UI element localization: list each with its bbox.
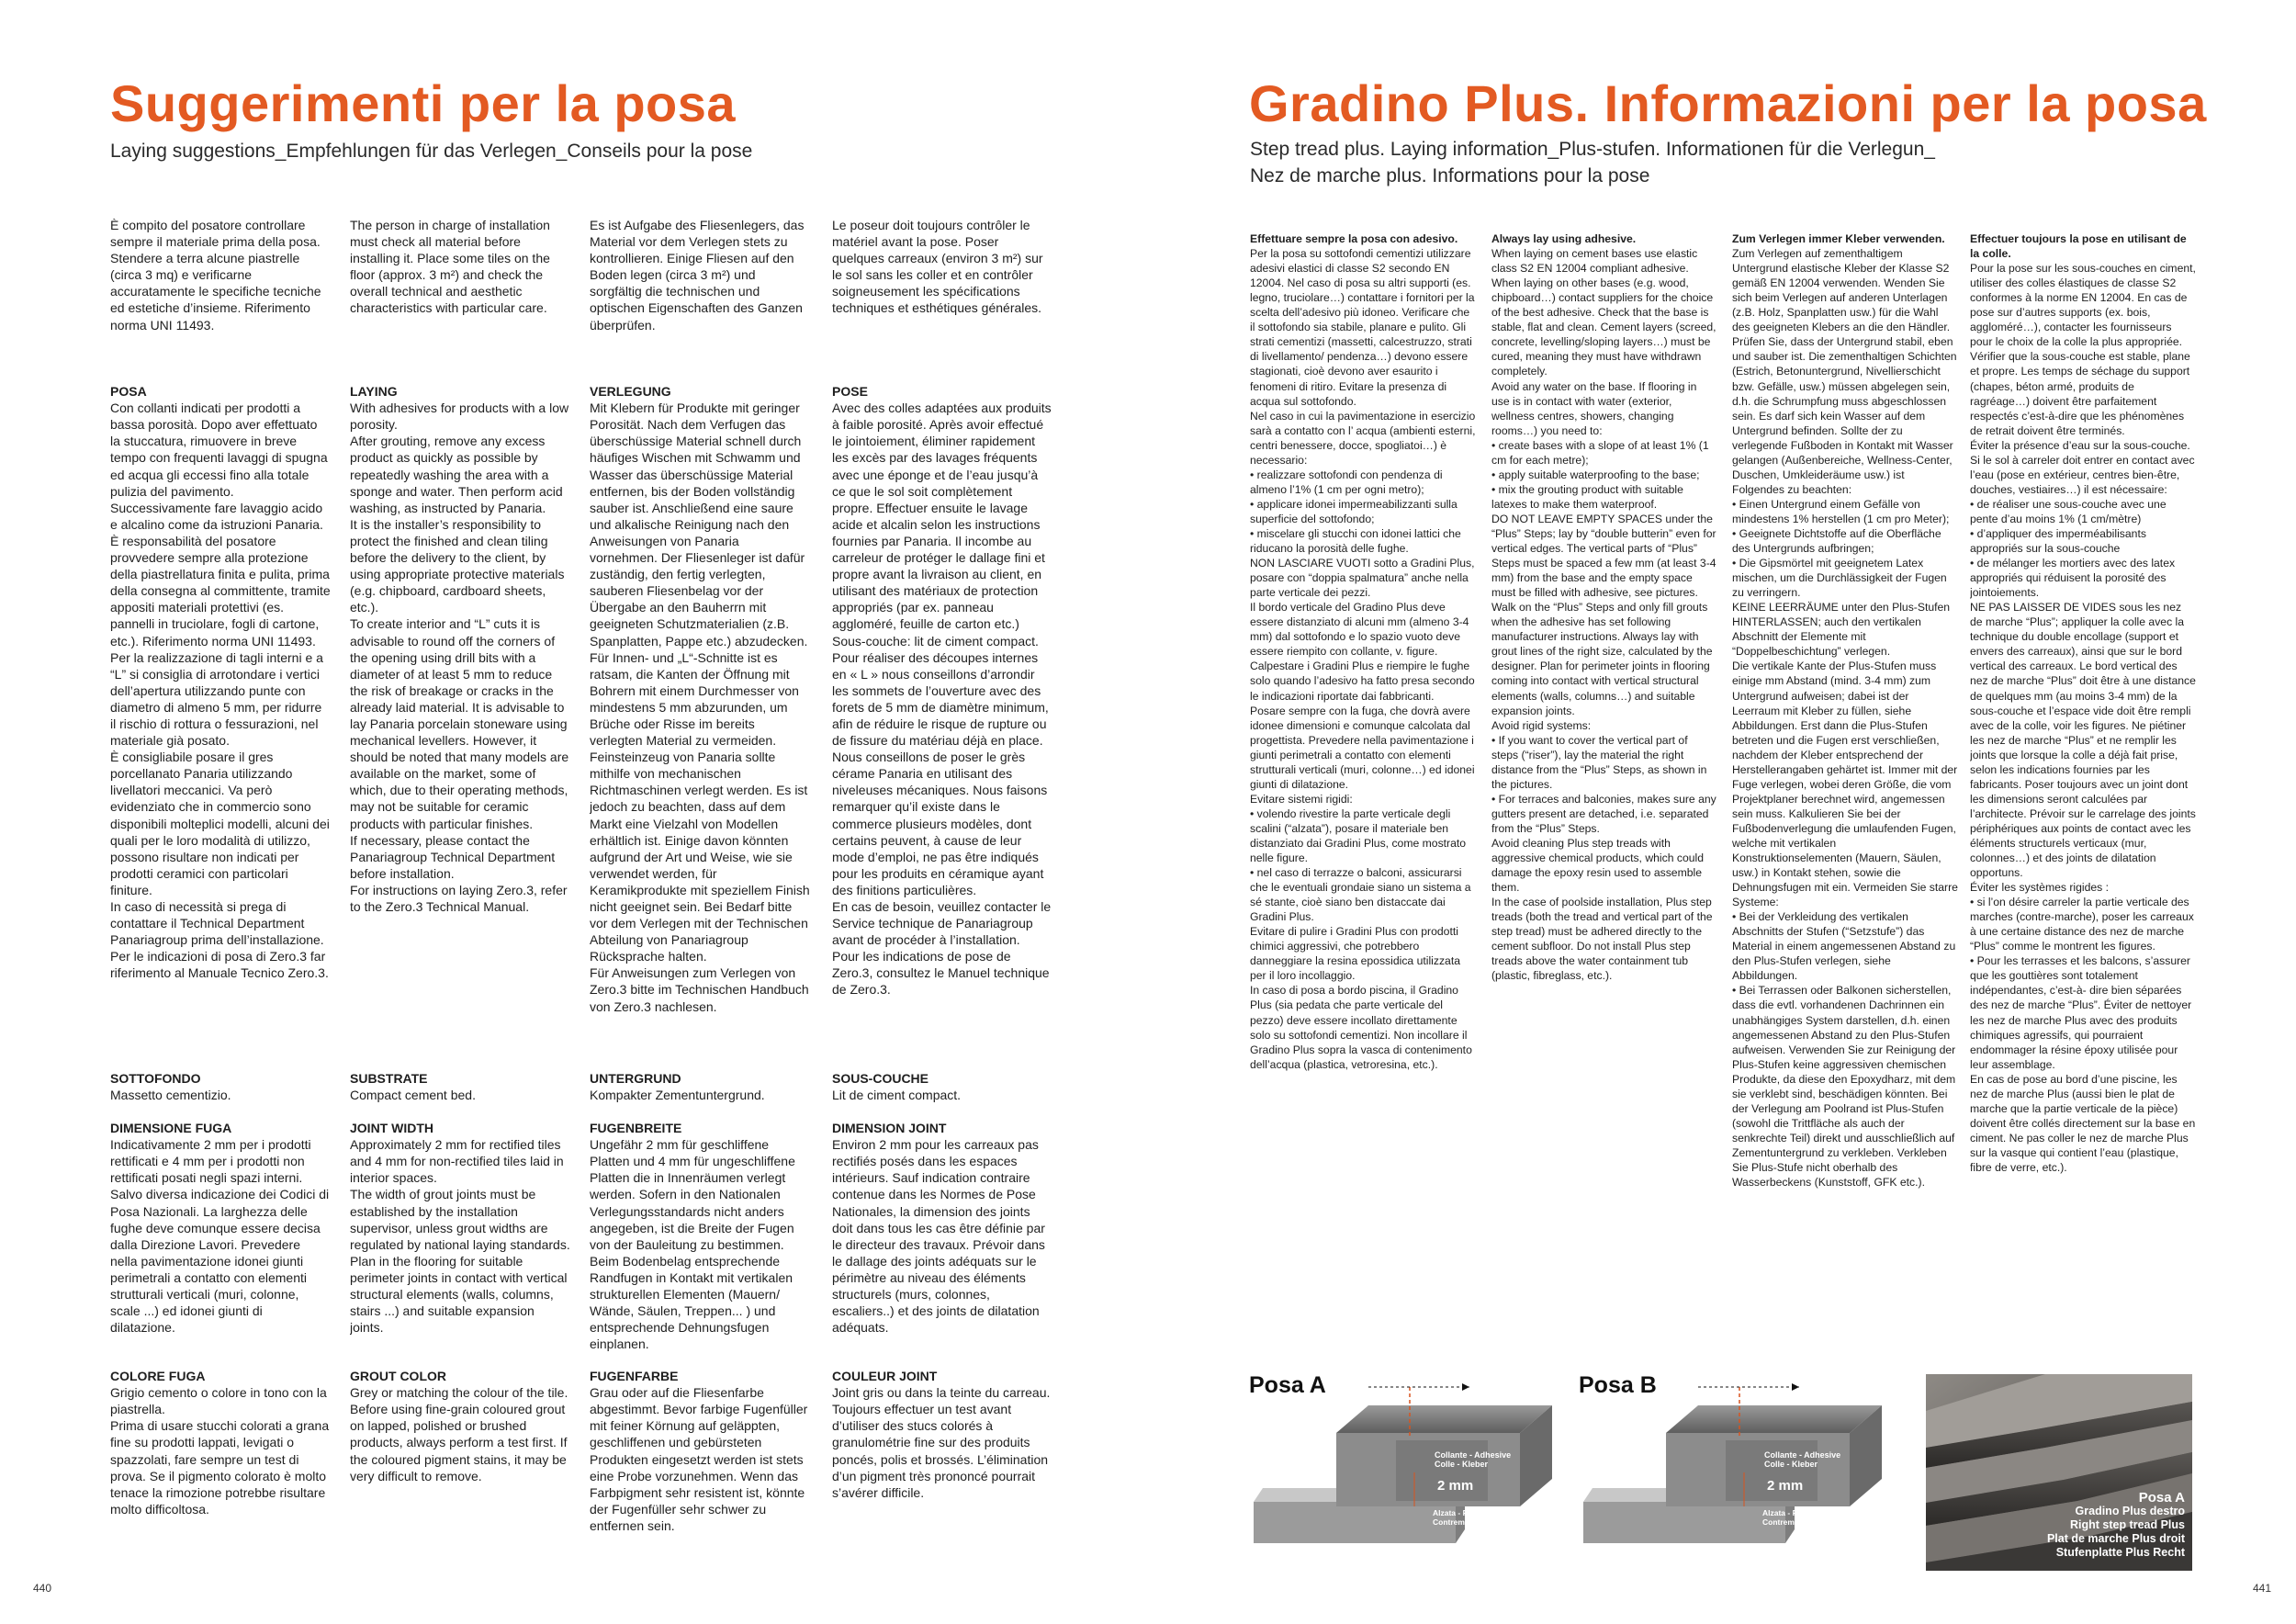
diagram-posa-a bbox=[1249, 1369, 1566, 1552]
adhesive-label-line1: Collante - Adhesive bbox=[1435, 1450, 1512, 1460]
section-heading: DIMENSIONE FUGA bbox=[110, 1121, 232, 1136]
section-heading: LAYING bbox=[350, 384, 398, 400]
left-col2-intro: The person in charge of installation must check all material before installing it. Place some tiles on the floor (approx. 3 m²) and check the overall technical and aesthetic characteristics with particular care. bbox=[350, 218, 550, 316]
section-heading: COLORE FUGA bbox=[110, 1369, 206, 1384]
right-col1 bbox=[1250, 217, 1476, 1072]
section-text: Con collanti indicati per prodotti a bassa porosità. Dopo aver effettuato la stuccatura, rimuovere in breve tempo con frequenti lavaggi di spugna ed acqua gli eccessi fino alla totale pulizia del pavimento. Successivamente fare lavaggio acido e alcalino come da istruzioni Panaria. È responsabilità del posatore provvedere sempre alla protezione della piastrellatura finita e pulita, prima della consegna al committente, tramite appositi materiali protettivi (es. pannelli in truciolare, fogli di cartone, etc.). Riferimento norma UNI 11493. Per la realizzazione di tagli interni e a “L” si consiglia di arrotondare i vertici dell’apertura utilizzando punte con diametro di almeno 5 mm, per ridurre il rischio di rottura o fessurazioni, nel materiale già posato. È consigliabile posare il gres porcellanato Panaria utilizzando livellatori meccanici. Va però evidenziato che in commercio sono disponibili molteplici modelli, alcuni dei quali per le loro modalità di utilizzo, possono risultare non indicati per prodotti ceramici con particolari finiture. In caso di necessità si prega di contattare il Technical Department Panariagroup prima dell’installazione. Per le indicazioni di posa di Zero.3 far riferimento al Manuale Tecnico Zero.3. bbox=[110, 400, 331, 981]
right-col2 bbox=[1491, 217, 1717, 983]
left-col1-intro: È compito del posatore controllare sempre il materiale prima della posa. Stendere a terra alcune piastrelle (circa 3 mq) e verificarne accuratamente le specifiche tecniche ed estetiche d’insieme. Riferimento norma UNI 11493. bbox=[110, 218, 321, 333]
left-col1-section-fuga bbox=[110, 1103, 331, 1336]
left-page-number: 440 bbox=[33, 1582, 52, 1595]
left-col4-intro: Le poseur doit toujours contrôler le matériel avant la pose. Poser quelques carreaux (environ 3 m²) sur le sol sans les coller et en contrôler soigneusement les spécifications techniques et esthétiques générales. bbox=[832, 218, 1043, 316]
left-page-subtitle: Laying suggestions_Empfehlungen für das Verlegen_Conseils pour la pose bbox=[110, 141, 753, 162]
left-col4-section-couleur bbox=[832, 1351, 1052, 1501]
right-col3 bbox=[1732, 217, 1958, 1190]
section-heading: SUBSTRATE bbox=[350, 1071, 428, 1087]
section-text: Grau oder auf die Fliesenfarbe abgestimmt. Bevor farbige Fugenfüller mit feiner Körnung auf geläppten, geschliffenen und gebürsteten Produkten eingesetzt werden ist stets eine Probe vorzunehmen. Wenn das Farbpigment sehr resistent ist, könnte der Fugenfüller sehr schwer zu entfernen sein. bbox=[590, 1385, 808, 1533]
column-text: When laying on cement bases use elastic class S2 EN 12004 compliant adhesive. When laying on other bases (e.g. wood, chipboard…) contact suppliers for the choice of the best adhesive. Check that the base is stable, flat and clean. Cement layers (screed, concrete, levelling/sloping layers…) must be cured, meaning they must have withdrawn completely. Avoid any water on the base. If flooring in use is in contact with water (exterior, wellness centres, showers, changing rooms…) you need to: • create bases with a slope of at least 1% (1 cm for each metre); • apply suitable waterproofing to the base; • mix the grouting product with suitable latexes to make them waterproof. DO NOT LEAVE EMPTY SPACES under the “Plus” Steps; lay by “double butterin” even for vertical edges. The vertical parts of “Plus” Steps must be spaced a few mm (at least 3-4 mm) from the base and the empty space must be filled with adhesive, see pictures. Walk on the “Plus” Steps and only fill grouts when the adhesive has set following manufacturer instructions. Always lay with grout lines of the right size, calculated by the designer. Plan for perimeter joints in flooring coming into contact with vertical structural elements (walls, columns…) and suitable expansion joints. Avoid rigid systems: • If you want to cover the vertical part of steps (“riser”), lay the material the right distance from the “Plus” Steps, as shown in the pictures. • For terraces and balconies, makes sure any gutters present are detached, i.e. separated from the “Plus” Steps. Avoid cleaning Plus step treads with aggressive chemical products, which could damage the epoxy resin used to assemble them. In the case of poolside installation, Plus step treads (both the tread and vertical part of the step tread) must be adhered directly to the cement subfloor. Do not install Plus step treads above the water containment tub (plastic, fibreglass, etc.). bbox=[1491, 247, 1716, 983]
left-col2-section-joint bbox=[350, 1103, 570, 1336]
step-tread bbox=[1336, 1405, 1552, 1433]
riser-label bbox=[1433, 1508, 1530, 1527]
riser-label-line2: Contremarche - Stoßfliese bbox=[1762, 1517, 1860, 1527]
section-heading: DIMENSION JOINT bbox=[832, 1121, 947, 1136]
step-tread bbox=[1666, 1405, 1882, 1433]
section-text: Kompakter Zementuntergrund. bbox=[590, 1088, 765, 1103]
column-text: Per la posa su sottofondi cementizi utilizzare adesivi elastici di classe S2 secondo EN 12004. Nel caso di posa su altri supporti (es. legno, truciolare…) contattare i fornitori per la scelta dell’adesivo più idoneo. Verificare che il sottofondo sia stabile, planare e pulito. Gli strati cementizi (massetti, calcestruzzo, strati di livellamento/ pendenza…) devono essere stagionati, cioè devono aver esaurito i fenomeni di ritiro. Evitare la presenza di acqua sul sottofondo. Nel caso in cui la pavimentazione in esercizio sarà a contatto con l’ acqua (ambienti esterni, centri benessere, docce, spogliatoi…) è necessario: • realizzare sottofondi con pendenza di almeno l’1% (1 cm per ogni metro); • applicare idonei impermeabilizzanti sulla superficie del sottofondo; • miscelare gli stucchi con idonei lattici che riducano la porosità delle fughe. NON LASCIARE VUOTI sotto a Gradini Plus, posare con “doppia spalmatura” anche nella parte verticale dei pezzi. Il bordo verticale del Gradino Plus deve essere distanziato di alcuni mm (almeno 3-4 mm) dal sottofondo e lo spazio vuoto deve essere riempito con collante, v. figure. Calpestare i Gradini Plus e riempire le fughe solo quando l’adesivo ha fatto presa secondo le indicazioni riportate dai fabbricanti. Posare sempre con la fuga, che dovrà avere idonee dimensioni e comunque calcolata dal progettista. Prevedere nella pavimentazione i giunti perimetrali a contatto con elementi strutturali verticali (muri, colonne…) ed idonei giunti di dilatazione. Evitare sistemi rigidi: • volendo rivestire la parte verticale degli scalini (“alzata”), posare il materiale ben distanziato dai Gradini Plus, come mostrato nelle figure. • nel caso di terrazze o balconi, assicurarsi che le eventuali grondaie siano un sistema a sé stante, cioè siano ben distaccate dai Gradini Plus. Evitare di pulire i Gradini Plus con prodotti chimici aggressivi, che potrebbero danneggiare la resina epossidica utilizzata per il loro incollaggio. In caso di posa a bordo piscina, il Gradino Plus (sia pedata che parte verticale del pezzo) deve essere incollato direttamente solo su sottofondi cementizi. Non incollare il Gradino Plus sopra la vasca di contenimento dell’acqua (plastica, vetroresina, etc.). bbox=[1250, 247, 1476, 1071]
section-heading: POSA bbox=[110, 384, 147, 400]
left-col3-section-fugenfarbe bbox=[590, 1351, 810, 1534]
right-page-subtitle-line1: Step tread plus. Laying information_Plus-stufen. Informationen für die Verlegun_ bbox=[1250, 139, 1935, 160]
left-col1-section-sottofondo bbox=[110, 1054, 331, 1103]
column-heading: Zum Verlegen immer Kleber verwenden. bbox=[1732, 232, 1945, 246]
section-text: Grey or matching the colour of the tile. Before using fine-grain coloured grout on lapped, polished or brushed products, always perform a test first. If the coloured pigment stains, it may be very difficult to remove. bbox=[350, 1385, 568, 1483]
section-text: Grigio cemento o colore in tono con la piastrella. Prima di usare stucchi colorati a grana fine su prodotti lappati, levigati o spazzolati, fare sempre un test di prova. Se il pigmento colorato è molto tenace la rimozione potrebbe risultare molto difficoltosa. bbox=[110, 1385, 330, 1517]
section-text: Avec des colles adaptées aux produits à faible porosité. Après avoir effectué le jointoiement, éliminer rapidement les excès par des lavages fréquents avec une éponge et de l’eau jusqu’à ce que le sol soit complètement propre. Effectuer ensuite le lavage acide et alcalin selon les instructions fournies par Panaria. Il incombe au carreleur de protéger le dallage fini et propre avant la livraison au client, en utilisant des matériaux de protection appropriés (par ex. panneau aggloméré, feuille de carton etc.) Sous-couche: lit de ciment compact. Pour réaliser des découpes internes en « L » nous conseillons d’arrondir les sommets de l’ouverture avec des forets de 5 mm de diamètre minimum, afin de réduire le risque de rupture ou de fissure du matériau déjà en place. Nous conseillons de poser le grès cérame Panaria en utilisant des niveleuses mécaniques. Nous faisons remarquer qu’il existe dans le commerce plusieurs modèles, dont certains peuvent, à cause de leur mode d’emploi, ne pas être indiqués pour les produits en céramique ayant des finitions particulières. En cas de besoin, veuillez contacter le Service technique de Panariagroup avant de procéder à l’installation. Pour les indications de pose de Zero.3, consultez le Manuel technique de Zero.3. bbox=[832, 400, 1052, 998]
section-heading: FUGENFARBE bbox=[590, 1369, 679, 1384]
column-heading: Effettuare sempre la posa con adesivo. bbox=[1250, 232, 1458, 246]
column-text: Pour la pose sur les sous-couches en ciment, utiliser des colles élastiques de classe S2 conformes à la norme EN 12004. En cas de pose sur d’autres supports (ex. bois, aggloméré…), contacter les fournisseurs pour le choix de la colle la plus appropriée. Vérifier que la sous-couche est stable, plane et propre. Les temps de séchage du support (chapes, béton armé, produits de ragréage…) doivent être parfaitement respectés c’est-à-dire que les phénomènes de retrait doivent être terminés. Éviter la présence d’eau sur la sous-couche. Si le sol à carreler doit entrer en contact avec l’eau (pose en extérieur, centres bien-être, douches, vestiaires…) il est nécessaire: • de réaliser une sous-couche avec une pente d’au moins 1% (1 cm/mètre) • d’appliquer des imperméabilisants appropriés sur la sous-couche • de mélanger les mortiers avec des latex appropriés qui réduisent la porosité des jointoiements. NE PAS LAISSER DE VIDES sous les nez de marche “Plus”; appliquer la colle avec la technique du double encollage (support et envers des carreaux), ainsi que sur le bord vertical des carreaux. Le bord vertical des nez de marche “Plus” doit être à une distance de quelques mm (au moins 3-4 mm) de la sous-couche et l’espace vide doit être rempli avec de la colle, voir les figures. Ne piétiner les nez de marche “Plus” et ne remplir les joints que lorsque la colle a déjà fait prise, selon les indications fournies par les fabricants. Poser toujours avec un joint dont les dimensions seront calculées par l’architecte. Prévoir sur le carrelage des joints périphériques aux points de contact avec les éléments structurels verticaux (mur, colonnes…) et des joints de dilatation opportuns. Éviter les systèmes rigides : • si l’on désire carreler la partie verticale des marches (contre-marche), poser les carreaux à une certaine distance des nez de marche “Plus” comme le montrent les figures. • Pour les terrasses et les balcons, s’assurer que les gouttières sont totalement indépendantes, c’est-à- dire bien séparées des nez de marche “Plus”. Éviter de nettoyer les nez de marche Plus avec des produits chimiques agressifs, qui pourraient endommager la résine époxy utilisée pour leur assemblage. En cas de pose au bord d’une piscine, les nez de marche Plus (aussi bien le plat de marche que la partie verticale de la pièce) doivent être collés directement sur la base en ciment. Ne pas coller le nez de marche Plus sur la vasque qui contient l’eau (plastique, fibre de verre, etc.). bbox=[1970, 262, 2196, 1174]
section-heading: VERLEGUNG bbox=[590, 384, 671, 400]
section-heading: JOINT WIDTH bbox=[350, 1121, 433, 1136]
photo-caption-title: Posa A bbox=[2138, 1490, 2185, 1506]
stairs-photo bbox=[1926, 1374, 2192, 1571]
section-text: Compact cement bed. bbox=[350, 1088, 476, 1103]
diagram-b-title: Posa B bbox=[1579, 1372, 1657, 1398]
left-col2-section-laying bbox=[350, 367, 570, 915]
section-text: Massetto cementizio. bbox=[110, 1088, 231, 1103]
riser-label-line1: Alzata - Rise bbox=[1433, 1508, 1480, 1517]
left-col3-section-fugenbreite bbox=[590, 1103, 810, 1352]
gap-label: 2 mm bbox=[1437, 1478, 1474, 1494]
arrow-icon bbox=[1462, 1383, 1469, 1391]
left-col4-section-pose bbox=[832, 367, 1052, 998]
column-heading: Always lay using adhesive. bbox=[1491, 232, 1637, 246]
section-text: Lit de ciment compact. bbox=[832, 1088, 962, 1103]
left-col3-section-untergrund bbox=[590, 1054, 810, 1103]
left-col3-section-verlegung bbox=[590, 367, 810, 1015]
section-text: Ungefähr 2 mm für geschliffene Platten und 4 mm für ungeschliffene Platten die in Innenräumen verlegt werden. Sofern in den Nationalen Verlegungsstandards nicht anders angegeben, ist die Breite der Fugen von der Bauleitung zu bestimmen. Beim Bodenbelag entsprechende Randfugen in Kontakt mit vertikalen strukturellen Elementen (Mauern/ Wände, Säulen, Treppen... ) und entsprechende Dehnungsfugen einplanen. bbox=[590, 1137, 795, 1352]
adhesive-label-line1: Collante - Adhesive bbox=[1764, 1450, 1841, 1460]
section-heading: GROUT COLOR bbox=[350, 1369, 446, 1384]
left-col2-section-substrate bbox=[350, 1054, 570, 1103]
section-text: Approximately 2 mm for rectified tiles and 4 mm for non-rectified tiles laid in interior spaces. The width of grout joints must be established by the installation supervisor, unless grout widths are regulated by national laying standards. Plan in the flooring for suitable perimeter joints in contact with vertical structural elements (walls, columns, stairs ...) and suitable expansion joints. bbox=[350, 1137, 570, 1336]
diagram-a-title: Posa A bbox=[1249, 1372, 1326, 1398]
right-page-number: 441 bbox=[2253, 1582, 2272, 1595]
diagram-posa-b bbox=[1579, 1369, 1896, 1552]
left-col1-section-colore bbox=[110, 1351, 331, 1517]
right-page-subtitle-line2: Nez de marche plus. Informations pour la pose bbox=[1250, 165, 1650, 186]
section-text: Mit Klebern für Produkte mit geringer Porosität. Nach dem Verfugen das überschüssige Material schnell durch häufiges Wischen mit Schwamm und Wasser das überschüssige Material entfernen, bis der Boden vollständig sauber ist. Anschließend eine saure und alkalische Reinigung nach den Anweisungen von Panaria vornehmen. Der Fliesenleger ist dafür zuständig, den fertig verlegten, sauberen Fliesenbelag vor der Übergabe an den Bauherrn mit geeigneten Schutzmaterialien (z.B. Spanplatten, Pappe etc.) abzudecken. Für Innen- und „L“-Schnitte ist es ratsam, die Kanten der Öffnung mit Bohrern mit einem Durchmesser von mindestens 5 mm abzurunden, um Brüche oder Risse im bereits verlegten Material zu vermeiden. Feinsteinzeug von Panaria sollte mithilfe von mechanischen Richtmaschinen verlegt werden. Es ist jedoch zu beachten, dass auf dem Markt eine Vielzahl von Modellen erhältlich ist. Einige davon könnten aufgrund der Art und Weise, wie sie verwendet werden, für Keramikprodukte mit speziellem Finish nicht geeignet sein. Bei Bedarf bitte vor dem Verlegen mit der Technischen Abteilung von Panariagroup Rücksprache halten. Für Anweisungen zum Verlegen von Zero.3 bitte im Technischen Handbuch von Zero.3 nachlesen. bbox=[590, 400, 810, 1014]
base-front bbox=[1254, 1502, 1456, 1543]
riser-label-line1: Alzata - Rise bbox=[1762, 1508, 1809, 1517]
section-heading: POSE bbox=[832, 384, 868, 400]
column-text: Zum Verlegen auf zementhaltigem Untergrund elastische Kleber der Klasse S2 gemäß EN 12004 verwenden. Wenden Sie sich beim Verlegen auf anderen Unterlagen (z.B. Holz, Spanplatten usw.) für die Wahl des geeigneten Klebers an die den Händler. Prüfen Sie, dass der Untergrund stabil, eben und sauber ist. Die zementhaltigen Schichten (Estrich, Betonuntergrund, Nivellierschicht bzw. Gefälle, usw.) müssen abgelegen sein, d.h. die Schrumpfung muss abgeschlossen sein. Es darf sich kein Wasser auf dem Untergrund befinden. Sollte der zu verlegende Fußboden in Kontakt mit Wasser gelangen (Außenbereiche, Wellness-Center, Duschen, Umkleideräume usw.) ist Folgendes zu beachten: • Einen Untergrund einem Gefälle von mindestens 1% herstellen (1 cm pro Meter); • Geeignete Dichtstoffe auf die Oberfläche des Untergrunds aufbringen; • Die Gipsmörtel mit geeignetem Latex mischen, um die Durchlässigkeit der Fugen zu verringern. KEINE LEERRÄUME unter den Plus-Stufen HINTERLASSEN; auch den vertikalen Abschnitt der Elemente mit “Doppelbeschichtung” verlegen. Die vertikale Kante der Plus-Stufen muss einige mm Abstand (mind. 3-4 mm) zum Untergrund aufweisen; dabei ist der Leerraum mit Kleber zu füllen, siehe Abbildungen. Erst dann die Plus-Stufen betreten und die Fugen erst verschließen, nachdem der Kleber entsprechend der Herstellerangaben gehärtet ist. Immer mit der Fuge verlegen, wobei deren Größe, die vom Projektplaner berechnet wird, angemessen sein muss. Kalkulieren Sie bei der Fußbodenverlegung die umlaufenden Fugen, welche mit vertikalen Konstruktionselementen (Mauern, Säulen, usw.) in Kontakt stehen, sowie die Dehnungsfugen mit ein. Vermeiden Sie starre Systeme: • Bei der Verkleidung des vertikalen Abschnitts der Stufen (“Setzstufe”) das Material in einem angemessenen Abstand zu den Plus-Stufen verlegen, siehe Abbildungen. • Bei Terrassen oder Balkonen sicherstellen, dass die evtl. vorhandenen Dachrinnen ein unabhängiges System darstellen, d.h. einen angemessenen Abstand zu den Plus-Stufen aufweisen. Verwenden Sie zur Reinigung der Plus-Stufen keine aggressiven chemischen Produkte, da diese den Epoxydharz, mit dem sie verklebt sind, beschädigen könnten. Bei der Verlegung am Poolrand ist Plus-Stufen (sowohl die Trittfläche als auch der senkrechte Teil) direkt und ausschließlich auf Zementuntergrund zu verkleben. Verkleben Sie Plus-Stufe nicht oberhalb des Wasserbeckens (Kunststoff, GFK etc.). bbox=[1732, 247, 1958, 1190]
section-heading: UNTERGRUND bbox=[590, 1071, 681, 1087]
section-text: Indicativamente 2 mm per i prodotti rettificati e 4 mm per i prodotti non rettificati posati negli spazi interni. Salvo diversa indicazione dei Codici di Posa Nazionali. La larghezza delle fughe deve comunque essere decisa dalla Direzione Lavori. Prevedere nella pavimentazione idonei giunti perimetrali a contatto con elementi strutturali verticali (muri, colonne, scale ...) ed idonei giunti di dilatazione. bbox=[110, 1137, 330, 1336]
left-page-title: Suggerimenti per la posa bbox=[110, 74, 737, 132]
right-col4 bbox=[1970, 217, 2196, 1175]
right-page-title: Gradino Plus. Informazioni per la posa bbox=[1249, 74, 2207, 132]
photo-caption-lines: Gradino Plus destro Right step tread Plus Plat de marche Plus droit Stufenplatte Plus Recht bbox=[2046, 1505, 2185, 1559]
section-heading: SOUS-COUCHE bbox=[832, 1071, 929, 1087]
gap-label: 2 mm bbox=[1767, 1478, 1804, 1494]
riser-label bbox=[1762, 1508, 1860, 1527]
left-col4-section-souscouche bbox=[832, 1054, 1052, 1103]
photo-caption bbox=[2001, 1477, 2185, 1560]
column-heading: Effectuer toujours la pose en utilisant de la colle. bbox=[1970, 232, 2187, 261]
left-col4-section-dimension bbox=[832, 1103, 1052, 1336]
section-text: With adhesives for products with a low porosity. After grouting, remove any excess product as quickly as possible by repeatedly washing the area with a sponge and water. Then perform acid washing, as instructed by Panaria. It is the installer’s responsibility to protect the finished and clean tiling before the delivery to the client, by using appropriate protective materials (e.g. chipboard, cardboard sheets, etc.). To create interior and “L” cuts it is advisable to round off the corners of the opening using drill bits with a diameter of at least 5 mm to reduce the risk of breakage or cracks in the already laid material. It is advisable to lay Panaria porcelain stoneware using mechanical levellers. However, it should be noted that many models are available on the market, some of which, due to their operating methods, may not be suitable for ceramic products with particular finishes. If necessary, please contact the Panariagroup Technical Department before installation. For instructions on laying Zero.3, refer to the Zero.3 Technical Manual. bbox=[350, 400, 569, 914]
section-text: Environ 2 mm pour les carreaux pas rectifiés posés dans les espaces intérieurs. Sauf indication contraire contenue dans les Normes de Pose Nationales, la dimension des joints doit dans tous les cas être définie par le directeur des travaux. Prévoir dans le dallage des joints adéquats sur le périmètre au niveau des éléments structurels (murs, colonnes, escaliers..) et des joints de dilatation adéquats. bbox=[832, 1137, 1045, 1336]
adhesive-label-line2: Colle - Kleber bbox=[1435, 1460, 1489, 1469]
arrow-icon bbox=[1792, 1383, 1799, 1391]
section-heading: FUGENBREITE bbox=[590, 1121, 682, 1136]
section-heading: SOTTOFONDO bbox=[110, 1071, 201, 1087]
base-front bbox=[1583, 1502, 1785, 1543]
adhesive-label-line2: Colle - Kleber bbox=[1764, 1460, 1818, 1469]
section-heading: COULEUR JOINT bbox=[832, 1369, 938, 1384]
left-col3-intro: Es ist Aufgabe des Fliesenlegers, das Material vor dem Verlegen stets zu kontrollieren. Einige Fliesen auf den Boden legen (circa 3 m²) und sorgfältig die technischen und optischen Eigenschaften des Ganzen überprüfen. bbox=[590, 218, 805, 333]
left-col2-section-grout bbox=[350, 1351, 570, 1484]
left-col1-section-posa bbox=[110, 367, 331, 981]
section-text: Joint gris ou dans la teinte du carreau. Toujours effectuer un test avant d’utiliser des stucs colorés à granulométrie fine sur des produits poncés, polis et brossés. L’élimination d’un pigment très prononcé pourrait s’avérer difficile. bbox=[832, 1385, 1051, 1500]
riser-label-line2: Contremarche - Stoßfliese bbox=[1433, 1517, 1530, 1527]
